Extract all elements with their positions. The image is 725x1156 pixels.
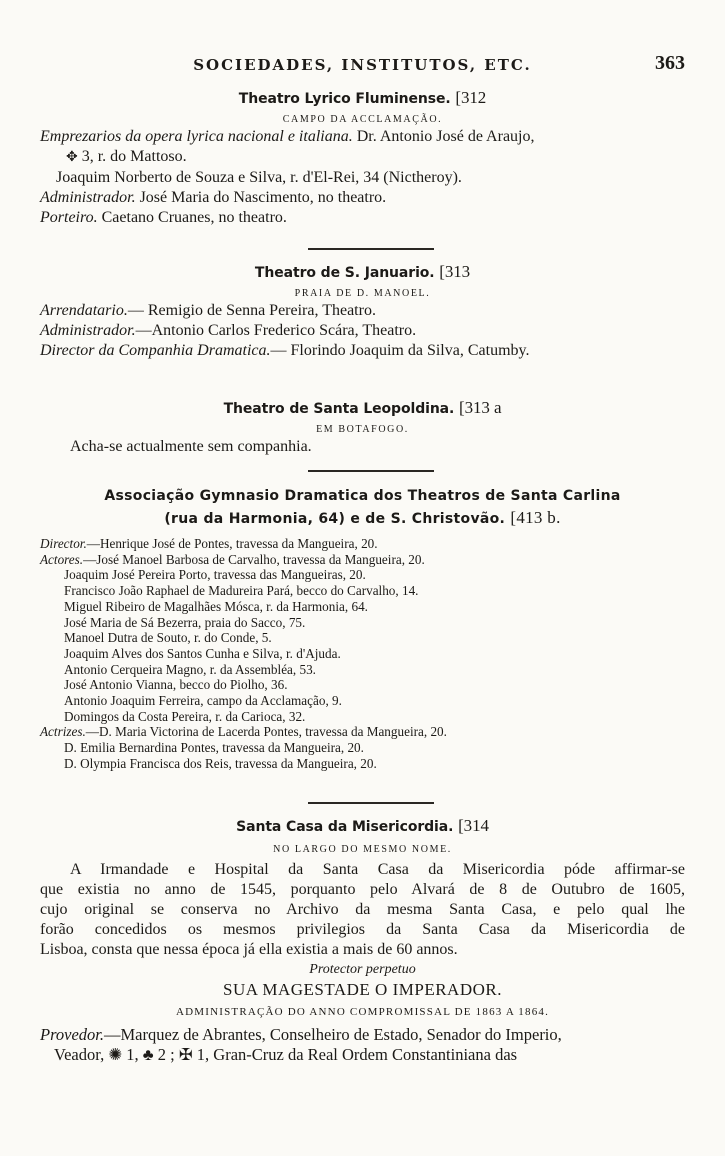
section-theatro-santa-leopoldina [40, 398, 685, 457]
section-ref: [314 [458, 816, 489, 835]
administration-line: ADMINISTRAÇÃO DO ANNO COMPROMISSAL DE 1863 A 1864. [175, 1006, 550, 1018]
paragraph-line: que existia no anno de 1545, porquanto pelo Alvará de 8 de Outubro de 1605, [40, 881, 685, 898]
section-title [40, 262, 685, 283]
order-value: 2 ; [157, 1045, 175, 1064]
entry-role: Director. [40, 536, 87, 551]
section-ref: [312 [455, 88, 487, 107]
entry-line [40, 1025, 685, 1045]
entry-role: Administrador. [40, 189, 136, 206]
entry-text: —Henrique José de Pontes, travessa da Mangueira, 20. [86, 536, 378, 551]
entry-text: — Florindo Joaquim da Silva, Catumby. [270, 342, 530, 359]
title-text: Theatro de S. Januario. [254, 265, 435, 281]
section-ref: [313 a [459, 398, 502, 417]
entry-line [40, 724, 685, 740]
section-title [40, 816, 685, 837]
entry-text: Dr. Antonio José de Araujo, [356, 128, 535, 145]
entry-line [40, 536, 685, 552]
section-ref: [413 b. [510, 508, 561, 527]
title-text: Theatro Lyrico Fluminense. [238, 91, 451, 107]
entry-line [40, 208, 685, 228]
entry-line [40, 341, 685, 361]
paragraph-line: Lisboa, consta que nessa época já ella existia a mais de 60 annos. [40, 941, 458, 958]
protector-name: SUA MAGESTADE O IMPERADOR. [223, 980, 502, 999]
entry-role: Actores. [40, 551, 84, 567]
list-item: Miguel Ribeiro de Magalhães Mósca, r. da Harmonia, 64. [64, 598, 368, 614]
entry-text: 3, r. do Mattoso. [81, 148, 187, 165]
entry-text: Gran-Cruz da Real Ordem Constantiniana das [213, 1045, 518, 1064]
entry-role: Porteiro. [40, 209, 98, 226]
page-number: 363 [655, 52, 685, 74]
entry-line [40, 321, 685, 341]
entry-text: —Marquez de Abrantes, Conselheiro de Estado, Senador do Imperio, [104, 1025, 562, 1044]
list-item: Domingos da Costa Pereira, r. da Carioca, 32. [64, 708, 306, 724]
entry-line [40, 1045, 685, 1065]
section-subtitle: EM BOTAFOGO. [316, 424, 409, 435]
entry-line [40, 168, 685, 188]
list-item: D. Olympia Francisca dos Reis, travessa da Mangueira, 20. [64, 755, 377, 771]
list-item: José Maria de Sá Bezerra, praia do Sacco, 75. [64, 614, 306, 630]
entry-role: Arrendatario. [40, 302, 128, 319]
company-list [40, 536, 685, 772]
section-title [40, 88, 685, 109]
entry-text: Caetano Cruanes, no theatro. [101, 209, 287, 226]
section-title [40, 398, 685, 419]
entry-text: Veador, [54, 1045, 105, 1064]
list-item: Antonio Cerqueira Magno, r. da Assembléa, 53. [64, 661, 316, 677]
title-text: Theatro de Santa Leopoldina. [223, 401, 455, 417]
entry-role: Emprezarios da opera lyrica nacional e italiana. [40, 128, 353, 145]
paragraph-line: A Irmandade e Hospital da Santa Casa da Misericordia póde affirmar-se [70, 861, 685, 878]
section-divider [308, 248, 434, 250]
entry-line [40, 301, 685, 321]
title-text: (rua da Harmonia, 64) e de S. Christovão. [164, 511, 506, 527]
list-item: Joaquim Alves dos Santos Cunha e Silva, r. d'Ajuda. [64, 645, 341, 661]
order-rose-icon: ✺ [108, 1045, 123, 1064]
list-item: Joaquim José Pereira Porto, travessa das Mangueiras, 20. [64, 567, 366, 583]
section-divider [308, 802, 434, 804]
entry-role: Provedor. [40, 1025, 105, 1044]
entry-text: José Maria do Nascimento, no theatro. [139, 189, 387, 206]
section-subtitle: CAMPO DA ACCLAMAÇÃO. [282, 114, 443, 125]
running-header [40, 52, 685, 82]
section-title: Associação Gymnasio Dramatica dos Theatros de Santa Carlina [104, 488, 621, 504]
history-paragraph [40, 860, 685, 960]
list-item: José Antonio Vianna, becco do Piolho, 36. [64, 677, 288, 693]
list-item: Francisco João Raphael de Madureira Pará, becco do Carvalho, 14. [64, 583, 419, 599]
entry-text: Joaquim Norberto de Souza e Silva, r. d'El-Rei, 34 (Nictheroy). [56, 169, 462, 186]
list-item: Manoel Dutra de Souto, r. do Conde, 5. [64, 630, 272, 646]
title-text: Santa Casa da Misericordia. [236, 819, 454, 835]
running-title: SOCIEDADES, INSTITUTOS, ETC. [193, 56, 532, 74]
protector-label: Protector perpetuo [309, 962, 416, 977]
order-christ-icon: ♣ [142, 1045, 154, 1064]
entry-line [40, 147, 685, 168]
section-divider [308, 470, 434, 472]
entry-role: Actrizes. [40, 724, 86, 740]
section-title-continued [40, 507, 685, 530]
entry-role: Director da Companhia Dramatica. [40, 342, 271, 359]
section-subtitle: NO LARGO DO MESMO NOME. [273, 844, 452, 855]
paragraph-line: forão concedidos os mesmos privilegios da Santa Casa da Misericordia de [40, 921, 685, 938]
entry-text: —Antonio Carlos Frederico Scára, Theatro. [135, 322, 417, 339]
order-cross-icon: ✥ [66, 150, 78, 165]
entry-text: — Remigio de Senna Pereira, Theatro. [127, 302, 376, 319]
entry-line [40, 437, 685, 457]
section-subtitle: PRAIA DE D. MANOEL. [294, 288, 431, 299]
entry-text: —José Manoel Barbosa de Carvalho, travessa da Mangueira, 20. [83, 551, 425, 567]
entry-line [40, 127, 685, 147]
section-ref: [313 [439, 262, 471, 281]
entry-text: Acha-se actualmente sem companhia. [70, 438, 312, 455]
paragraph-line: cujo original se conserva no Archivo da mesma Santa Casa, e pelo qual lhe [40, 901, 685, 918]
order-value: 1, [126, 1045, 139, 1064]
section-associacao-gymnasio [40, 486, 685, 772]
entry-line [40, 552, 685, 568]
section-santa-casa [40, 816, 685, 1065]
section-theatro-lyrico [40, 88, 685, 228]
list-item: D. Emilia Bernardina Pontes, travessa da Mangueira, 20. [64, 740, 364, 756]
entry-line [40, 188, 685, 208]
list-item: Antonio Joaquim Ferreira, campo da Acclamação, 9. [64, 693, 342, 709]
order-cross-icon: ✠ [178, 1045, 193, 1064]
section-theatro-s-januario [40, 262, 685, 361]
entry-role: Administrador. [40, 322, 136, 339]
order-value: 1, [196, 1045, 210, 1064]
entry-text: —D. Maria Victorina de Lacerda Pontes, travessa da Mangueira, 20. [85, 724, 447, 740]
